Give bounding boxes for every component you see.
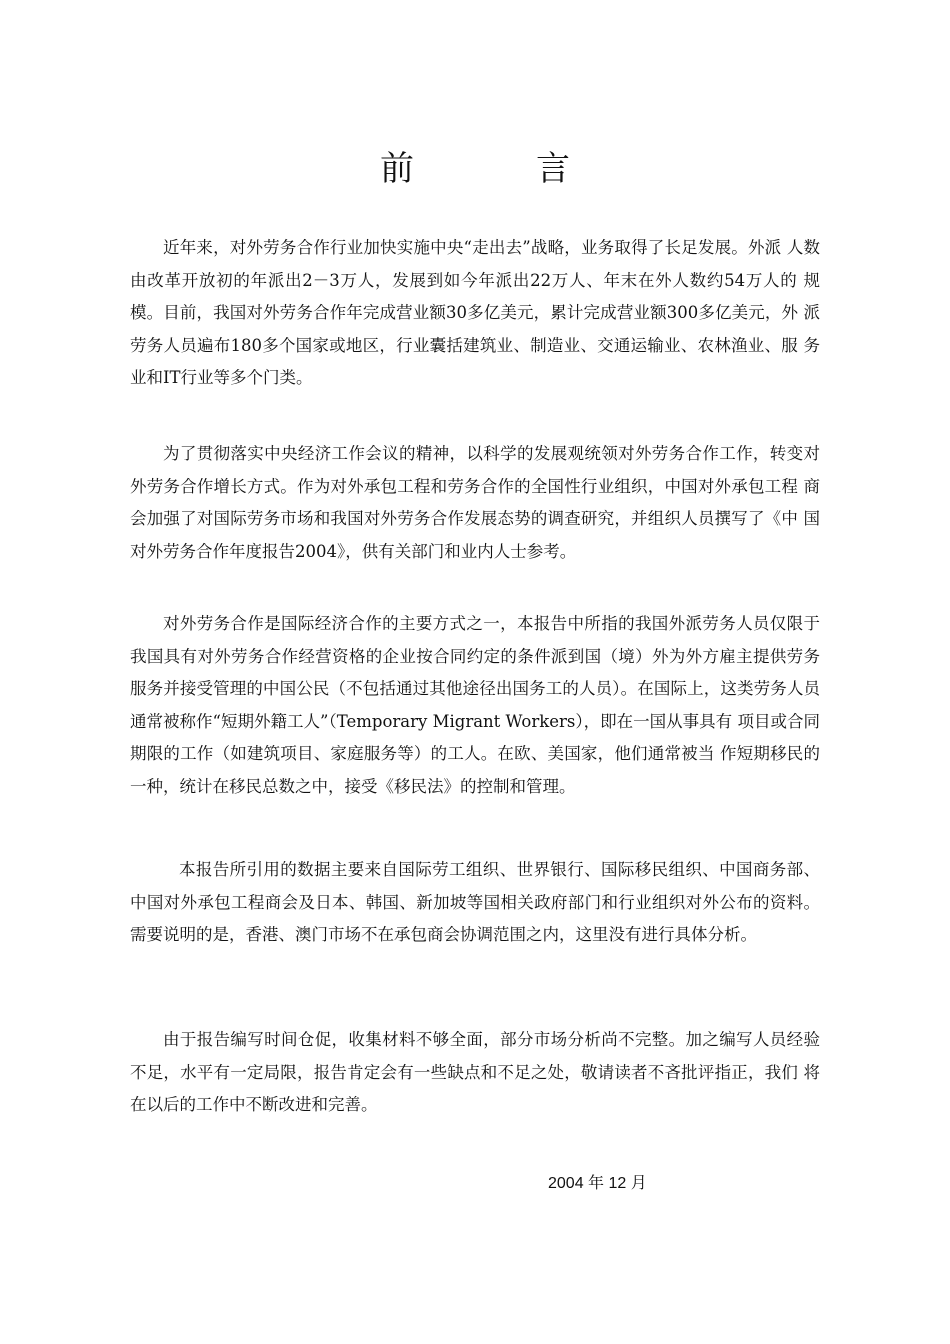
paragraph-definition: 对外劳务合作是国际经济合作的主要方式之一，本报告中所指的我国外派劳务人员仅限于我国具有对外劳务合作经营资格的企业按合同约定的条件派到国（境）外为外方雇主提供劳务服务并接受管理的中国公民（不包括通过其他途径出国务工的人员）。在国际上，这类劳务人员通常被称作“短期外籍工人”（Temporary Migrant Workers），即在一国从事具有 项目或合同期限的工作（如建筑项目、家庭服务等）的工人。在欧、美国家，他们通常被当 作短期移民的一种，统计在移民总数之中，接受《移民法》的控制和管理。: [130, 614, 820, 796]
paragraph-disclaimer: 由于报告编写时间仓促，收集材料不够全面，部分市场分析尚不完整。加之编写人员经验 不足，水平有一定局限，报告肯定会有一些缺点和不足之处，敬请读者不吝批评指正，我们 将在以后的工作中不断改进和完善。: [130, 1030, 820, 1114]
document-date: 2004 年 12 月: [548, 1175, 647, 1192]
paragraph-report-purpose: 为了贯彻落实中央经济工作会议的精神，以科学的发展观统领对外劳务合作工作，转变对 外劳务合作增长方式。作为对外承包工程和劳务合作的全国性行业组织，中国对外承包工程 商会加强了对国际劳务市场和我国对外劳务合作发展态势的调查研究，并组织人员撰写了《中 国对外劳务合作年度报告2004》，供有关部门和业内人士参考。: [130, 444, 820, 561]
page-title: 前 言: [380, 148, 614, 189]
paragraph-industry-overview: 近年来，对外劳务合作行业加快实施中央“走出去”战略，业务取得了长足发展。外派 人数由改革开放初的年派出2－3万人，发展到如今年派出22万人、年末在外人数约54万人的 规模。目前，我国对外劳务合作年完成营业额30多亿美元，累计完成营业额300多亿美元，外 派劳务人员遍布180多个国家或地区，行业囊括建筑业、制造业、交通运输业、农林渔业、服 务业和IT行业等多个门类。: [130, 238, 820, 387]
paragraph-data-sources: 本报告所引用的数据主要来自国际劳工组织、世界银行、国际移民组织、中国商务部、中国对外承包工程商会及日本、韩国、新加坡等国相关政府部门和行业组织对外公布的资料。需要说明的是，香港、澳门市场不在承包商会协调范围之内，这里没有进行具体分析。: [130, 860, 820, 944]
